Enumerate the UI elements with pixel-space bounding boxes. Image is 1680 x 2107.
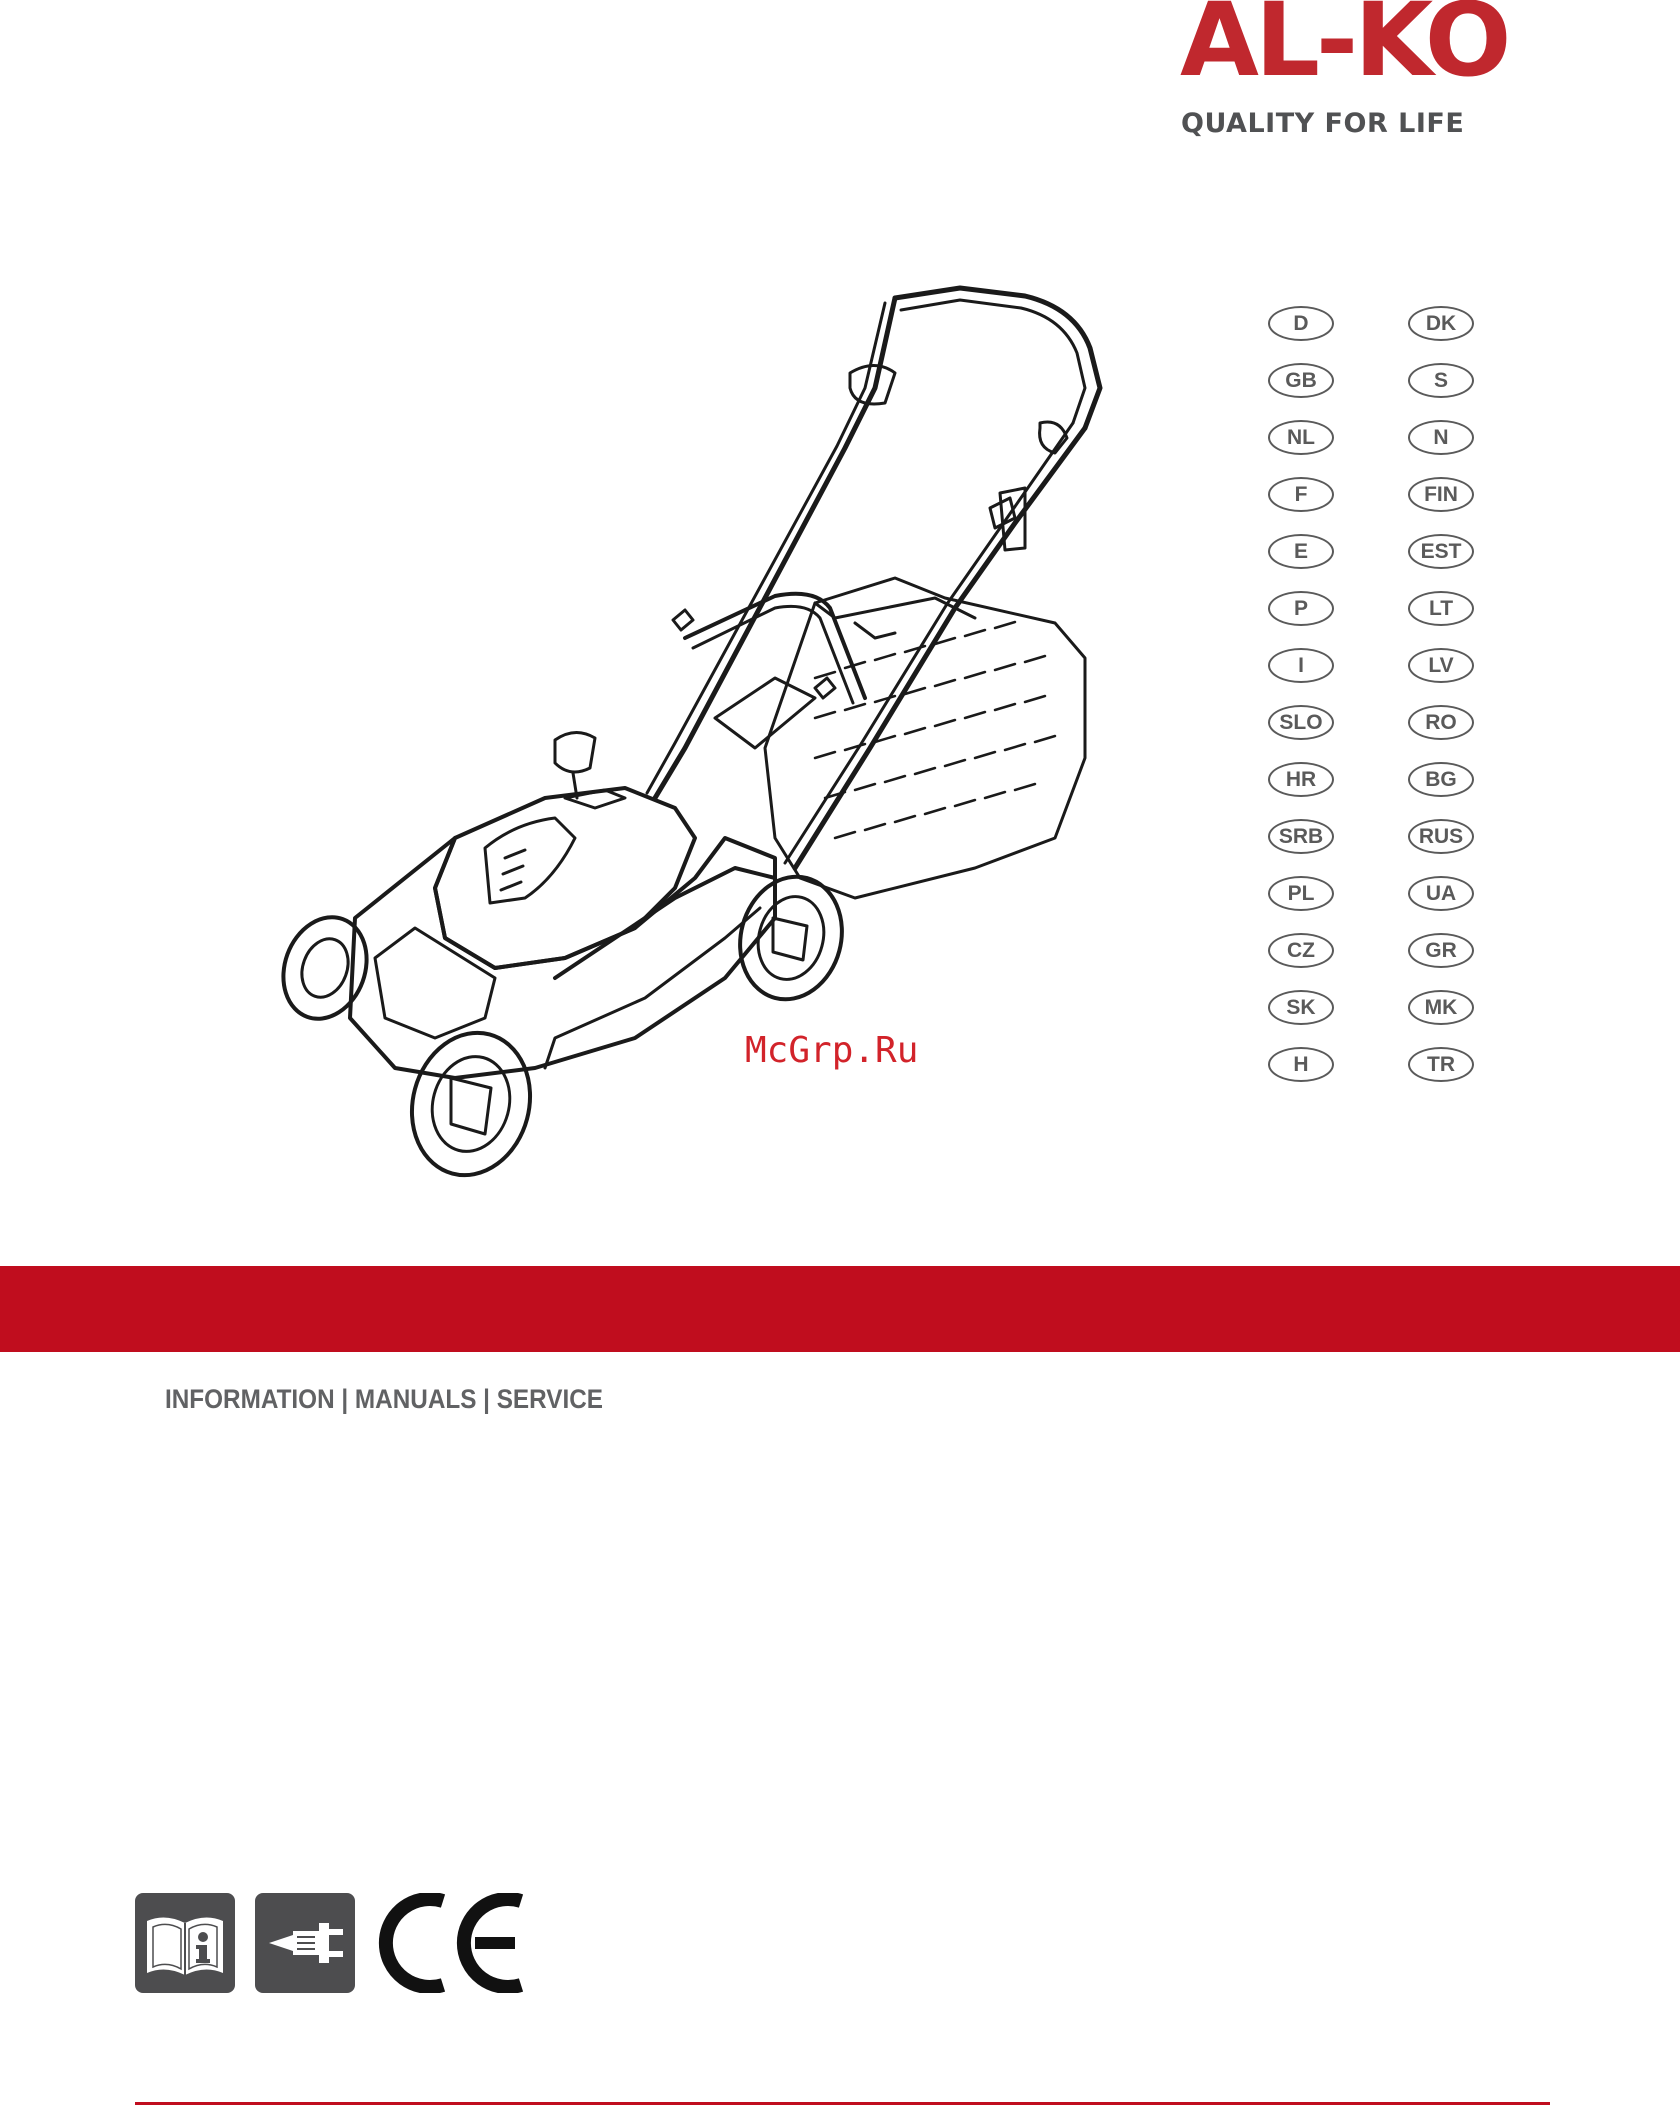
language-list-right	[1408, 306, 1474, 1104]
language-badge: H	[1268, 1047, 1334, 1082]
language-badge: CZ	[1268, 933, 1334, 968]
language-badge: I	[1268, 648, 1334, 683]
language-badge: PL	[1268, 876, 1334, 911]
language-badge: NL	[1268, 420, 1334, 455]
language-badge: GB	[1268, 363, 1334, 398]
footer-tagline: INFORMATION | MANUALS | SERVICE	[165, 1384, 603, 1414]
language-list-left	[1268, 306, 1334, 1104]
language-badge: HR	[1268, 762, 1334, 797]
language-badge: N	[1408, 420, 1474, 455]
language-badge: SK	[1268, 990, 1334, 1025]
language-badge: RUS	[1408, 819, 1474, 854]
bottom-rule	[135, 2102, 1550, 2105]
watermark: McGrp.Ru	[745, 1030, 919, 1071]
language-badge: MK	[1408, 990, 1474, 1025]
language-badge: D	[1268, 306, 1334, 341]
language-badge: GR	[1408, 933, 1474, 968]
lawn-mower-illustration	[255, 278, 1115, 1198]
logo-tagline: QUALITY FOR LIFE	[1181, 108, 1465, 139]
read-manual-icon	[135, 1893, 235, 1993]
language-badge: TR	[1408, 1047, 1474, 1082]
red-band	[0, 1266, 1680, 1352]
language-badge: RO	[1408, 705, 1474, 740]
language-badge: UA	[1408, 876, 1474, 911]
ce-mark-icon	[375, 1893, 525, 1993]
language-badge: EST	[1408, 534, 1474, 569]
language-badge: SRB	[1268, 819, 1334, 854]
language-badge: P	[1268, 591, 1334, 626]
language-badge: F	[1268, 477, 1334, 512]
language-badge: S	[1408, 363, 1474, 398]
language-badge: FIN	[1408, 477, 1474, 512]
language-badge: LV	[1408, 648, 1474, 683]
language-badge: E	[1268, 534, 1334, 569]
logo-wordmark: AL-KO	[1180, 0, 1508, 100]
brand-logo	[1160, 0, 1520, 150]
language-badge: SLO	[1268, 705, 1334, 740]
language-badge: DK	[1408, 306, 1474, 341]
unplug-icon	[255, 1893, 355, 1993]
language-badge: LT	[1408, 591, 1474, 626]
language-badge: BG	[1408, 762, 1474, 797]
